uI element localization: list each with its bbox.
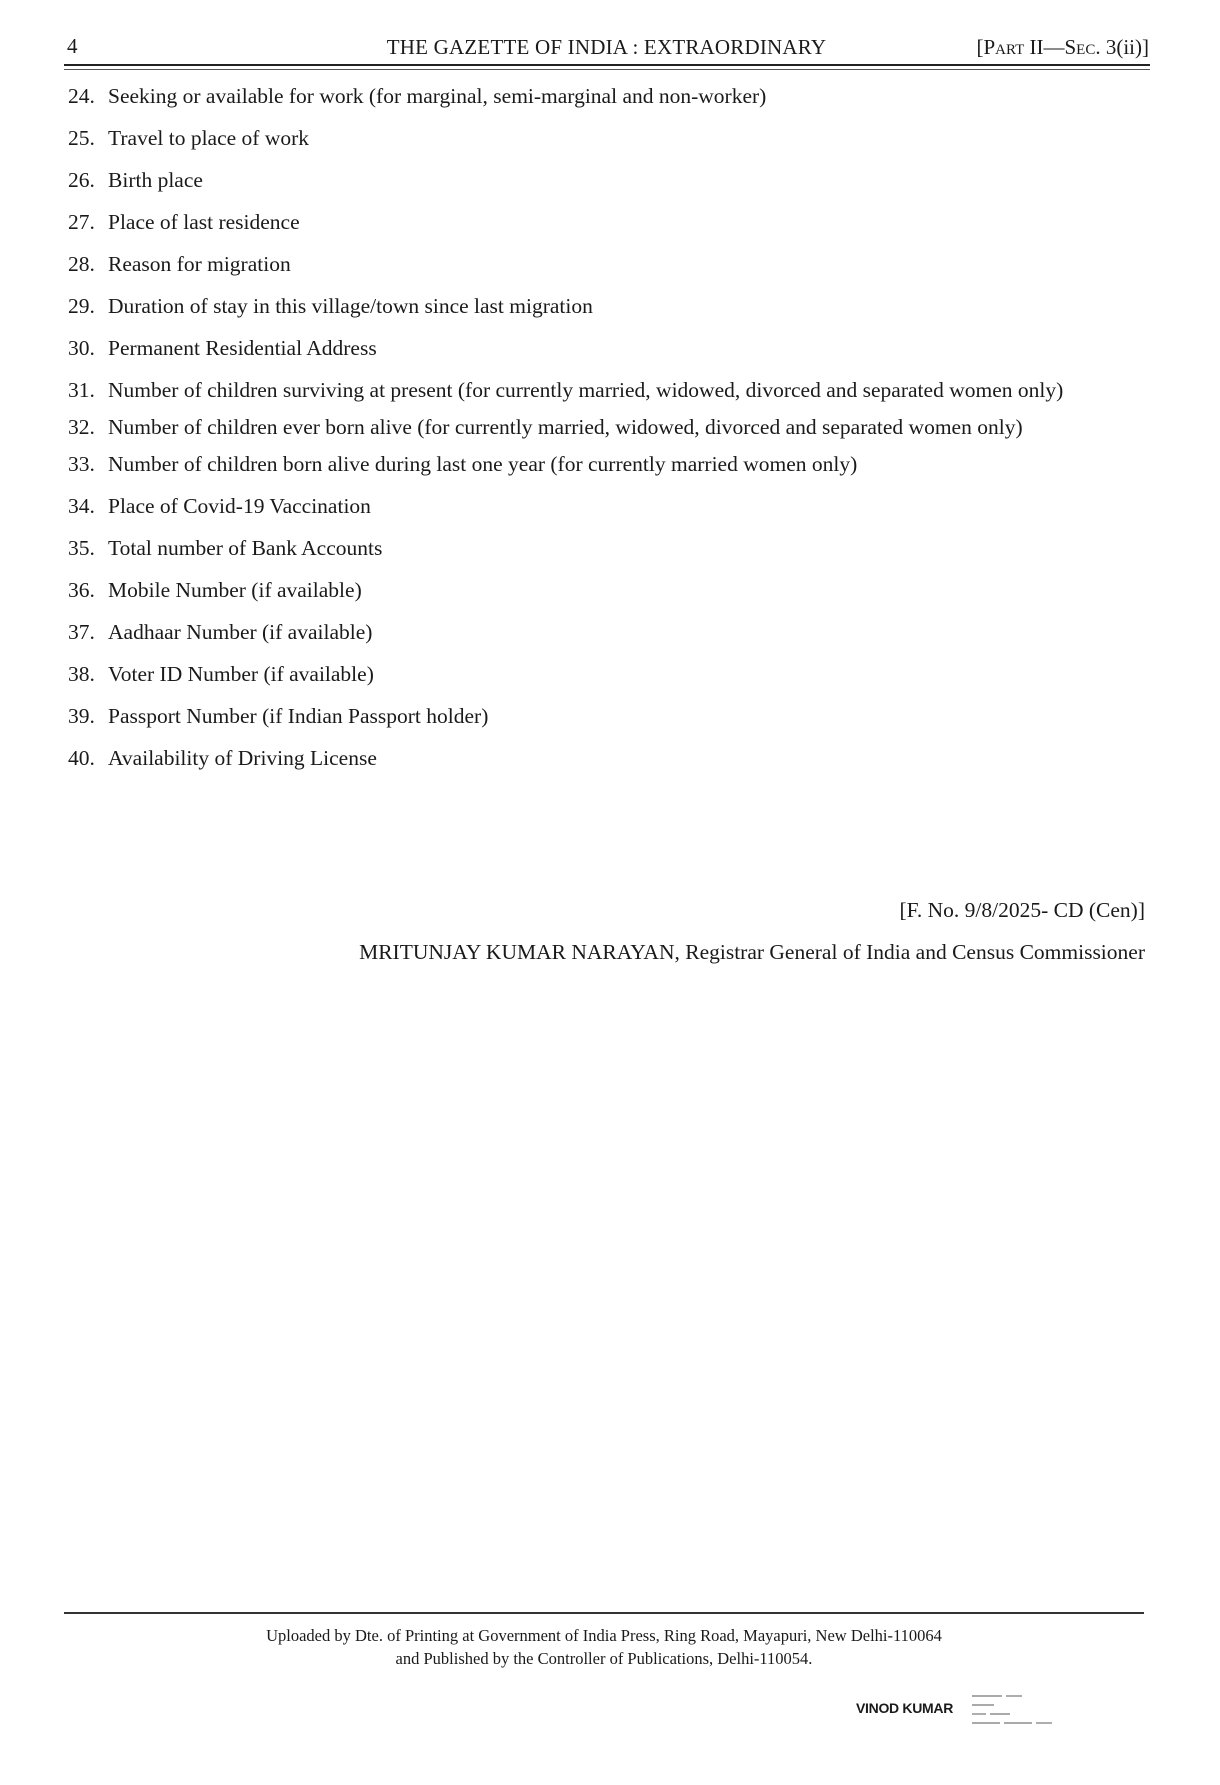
list-item — [68, 167, 1148, 194]
item-number: 37. — [68, 620, 95, 644]
list-item — [68, 335, 1148, 362]
footer-rule — [64, 1612, 1144, 1614]
list-item — [68, 577, 1148, 604]
list-item — [68, 535, 1148, 562]
list-item — [68, 745, 1148, 772]
item-text: Voter ID Number (if available) — [108, 662, 374, 686]
item-text: Place of Covid-19 Vaccination — [108, 494, 371, 518]
item-text: Availability of Driving License — [108, 746, 377, 770]
digital-signature-name: VINOD KUMAR — [856, 1700, 954, 1716]
list-item — [68, 661, 1148, 688]
item-number: 32. — [68, 415, 95, 439]
part-mid: II— — [1024, 35, 1065, 59]
list-item — [68, 209, 1148, 236]
item-number: 35. — [68, 536, 95, 560]
item-text: Number of children born alive during last one year (for currently married women only) — [108, 452, 858, 476]
gazette-title: THE GAZETTE OF INDIA : EXTRAORDINARY — [386, 35, 827, 59]
header-rule-thick — [64, 64, 1150, 66]
item-text: Number of children ever born alive (for currently married, widowed, divorced and separated women only) — [108, 415, 1023, 439]
item-number: 31. — [68, 378, 95, 402]
item-number: 36. — [68, 578, 95, 602]
item-number: 38. — [68, 662, 95, 686]
item-text: Place of last residence — [108, 210, 300, 234]
part-word: Part — [983, 35, 1025, 59]
footer — [64, 1624, 1144, 1670]
digital-signature — [856, 1690, 1086, 1730]
footer-line-2: and Published by the Controller of Publications, Delhi-110054. — [395, 1649, 813, 1668]
item-number: 26. — [68, 168, 95, 192]
item-number: 30. — [68, 336, 95, 360]
header-rule-thin — [64, 69, 1150, 70]
list-item — [68, 293, 1148, 320]
list-item — [68, 619, 1148, 646]
item-number: 27. — [68, 210, 95, 234]
item-text: Reason for migration — [108, 252, 291, 276]
item-text: Duration of stay in this village/town since last migration — [108, 294, 593, 318]
item-text: Passport Number (if Indian Passport holder) — [108, 704, 489, 728]
item-text: Number of children surviving at present (for currently married, widowed, divorced and separated women only) — [108, 378, 1064, 402]
item-text: Birth place — [108, 168, 203, 192]
item-number: 24. — [68, 84, 95, 108]
item-number: 28. — [68, 252, 95, 276]
list-item — [68, 377, 1148, 404]
sec-word: Sec. — [1064, 35, 1101, 59]
item-number: 25. — [68, 126, 95, 150]
census-question-list — [68, 83, 1148, 787]
item-number: 40. — [68, 746, 95, 770]
item-text: Permanent Residential Address — [108, 336, 377, 360]
item-number: 34. — [68, 494, 95, 518]
item-text: Aadhaar Number (if available) — [108, 620, 373, 644]
list-item — [68, 83, 1148, 110]
footer-line-1: Uploaded by Dte. of Printing at Government of India Press, Ring Road, Mayapuri, New Delhi-110064 — [266, 1626, 942, 1645]
item-text: Seeking or available for work (for marginal, semi-marginal and non-worker) — [108, 84, 767, 108]
part-open: [ — [976, 35, 984, 59]
digital-signature-details-icon — [972, 1690, 1082, 1730]
part-close: 3(ii)] — [1100, 35, 1149, 59]
list-item — [68, 414, 1148, 441]
list-item — [68, 493, 1148, 520]
page-number: 4 — [67, 34, 78, 58]
item-number: 33. — [68, 452, 95, 476]
signatory: MRITUNJAY KUMAR NARAYAN, Registrar General of India and Census Commissioner — [359, 940, 1145, 964]
item-text: Mobile Number (if available) — [108, 578, 362, 602]
page-header — [64, 34, 1149, 64]
item-text: Travel to place of work — [108, 126, 310, 150]
part-section-reference — [976, 35, 1149, 60]
item-text: Total number of Bank Accounts — [108, 536, 383, 560]
list-item — [68, 703, 1148, 730]
list-item — [68, 251, 1148, 278]
item-number: 29. — [68, 294, 95, 318]
list-item — [68, 451, 1148, 478]
list-item — [68, 125, 1148, 152]
item-number: 39. — [68, 704, 95, 728]
file-reference: [F. No. 9/8/2025- CD (Cen)] — [899, 898, 1145, 922]
